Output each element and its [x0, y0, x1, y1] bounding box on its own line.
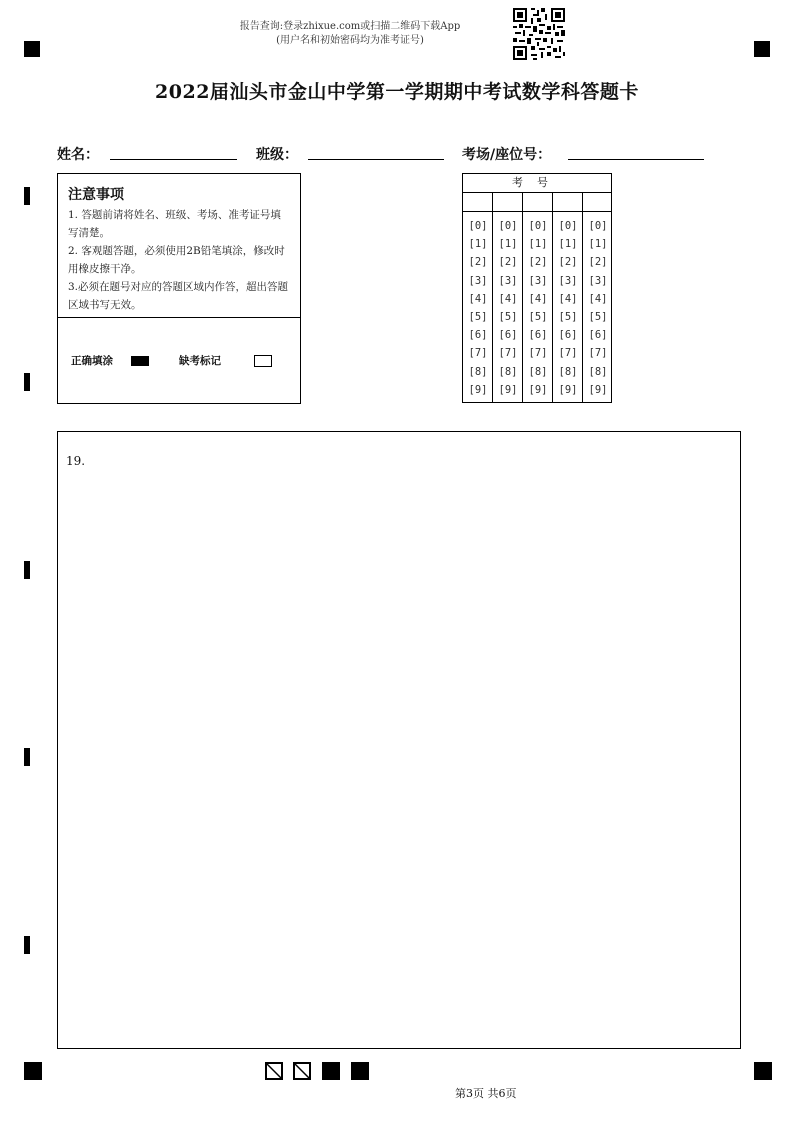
qr-code-icon: [513, 8, 565, 60]
exam-digit-bubble[interactable]: [1]: [528, 238, 548, 251]
exam-digit-bubble[interactable]: [2]: [588, 256, 608, 269]
question-number: 19.: [66, 454, 86, 468]
exam-digit-bubble[interactable]: [8]: [528, 365, 548, 378]
exam-digit-bubble[interactable]: [1]: [558, 238, 578, 251]
exam-digit-bubble[interactable]: [9]: [558, 383, 578, 396]
notes-divider: [58, 317, 300, 318]
exam-digit-bubble[interactable]: [9]: [528, 383, 548, 396]
notes-item: 2. 客观题答题，必须使用2B铅笔填涂，修改时用橡皮擦干净。: [68, 245, 285, 275]
exam-digit-bubble[interactable]: [3]: [588, 274, 608, 287]
report-notice-line2: (用户名和初始密码均为准考证号): [276, 35, 424, 46]
exam-digit-bubble[interactable]: [0]: [588, 220, 608, 232]
exam-digit-bubble[interactable]: [2]: [498, 256, 518, 269]
corner-mark-bottom-right: [754, 1062, 772, 1080]
exam-digit-bubble[interactable]: [0]: [468, 220, 488, 232]
exam-digit-bubble[interactable]: [6]: [558, 329, 578, 342]
corner-mark-top-right: [754, 41, 770, 57]
exam-digit-bubble[interactable]: [3]: [528, 274, 548, 287]
exam-digit-bubble[interactable]: [9]: [588, 383, 608, 396]
absent-mark-label: 缺考标记: [179, 355, 221, 367]
class-field[interactable]: [308, 159, 444, 160]
page-number: 第3页 共6页: [455, 1087, 517, 1100]
exam-number-header: 考号: [463, 174, 611, 193]
exam-digit-bubble[interactable]: [5]: [498, 311, 518, 323]
exam-digit-bubble[interactable]: [7]: [528, 347, 548, 360]
exam-digit-bubble[interactable]: [3]: [558, 274, 578, 287]
slashed-box-icon: [265, 1062, 283, 1080]
notes-title: 注意事项: [68, 187, 124, 203]
exam-digit-bubble[interactable]: [7]: [498, 347, 518, 360]
correct-fill-sample: [131, 356, 149, 366]
exam-digit-bubble[interactable]: [6]: [588, 329, 608, 342]
filled-box-icon: [322, 1062, 340, 1080]
exam-digit-bubble[interactable]: [4]: [498, 292, 518, 305]
exam-digit-bubble[interactable]: [2]: [528, 256, 548, 269]
exam-digit-bubble[interactable]: [5]: [528, 311, 548, 323]
timing-mark: [24, 936, 30, 954]
notes-item: 3.必须在题号对应的答题区域内作答，超出答题区域书写无效。: [68, 281, 289, 311]
exam-digit-bubble[interactable]: [4]: [528, 292, 548, 305]
exam-digit-bubble[interactable]: [7]: [588, 347, 608, 360]
exam-digit-bubble[interactable]: [9]: [498, 383, 518, 396]
exam-digit-bubble[interactable]: [4]: [588, 292, 608, 305]
exam-digit-bubble[interactable]: [5]: [588, 311, 608, 323]
filled-box-icon: [351, 1062, 369, 1080]
absent-mark-box[interactable]: [254, 355, 272, 367]
exam-digit-bubble[interactable]: [5]: [468, 311, 488, 323]
exam-digit-bubble[interactable]: [8]: [558, 365, 578, 378]
exam-digit-bubble[interactable]: [1]: [588, 238, 608, 251]
name-label: 姓名：: [57, 147, 99, 163]
exam-digit-bubble[interactable]: [6]: [528, 329, 548, 342]
exam-digit-bubble[interactable]: [7]: [558, 347, 578, 360]
correct-fill-label: 正确填涂: [71, 355, 113, 367]
timing-mark: [24, 373, 30, 391]
exam-digit-bubble[interactable]: [0]: [558, 220, 578, 232]
exam-digit-bubble[interactable]: [8]: [588, 365, 608, 378]
notes-item: 1. 答题前请将姓名、班级、考场、准考证号填写清楚。: [68, 209, 281, 239]
report-notice-line1: 报告查询:登录zhixue.com或扫描二维码下载App: [239, 21, 461, 32]
exam-digit-bubble[interactable]: [3]: [468, 274, 488, 287]
notes-list: [68, 206, 290, 314]
exam-digit-bubble[interactable]: [9]: [468, 383, 488, 396]
timing-mark: [24, 561, 30, 579]
answer-area[interactable]: [57, 431, 741, 1049]
page-title: 2022届汕头市金山中学第一学期期中考试数学科答题卡: [155, 81, 639, 103]
exam-digit-bubble[interactable]: [0]: [498, 220, 518, 232]
timing-mark: [24, 187, 30, 205]
exam-digit-bubble[interactable]: [4]: [468, 292, 488, 305]
exam-digit-bubble[interactable]: [3]: [498, 274, 518, 287]
exam-number-entry-row[interactable]: [463, 193, 611, 212]
exam-digit-bubble[interactable]: [7]: [468, 347, 488, 360]
timing-mark: [24, 748, 30, 766]
class-label: 班级：: [256, 147, 298, 163]
report-notice: [0, 20, 700, 48]
exam-digit-bubble[interactable]: [2]: [468, 256, 488, 269]
seat-field[interactable]: [568, 159, 704, 160]
corner-mark-bottom-left: [24, 1062, 42, 1080]
exam-digit-bubble[interactable]: [0]: [528, 220, 548, 232]
exam-digit-bubble[interactable]: [6]: [468, 329, 488, 342]
exam-digit-bubble[interactable]: [1]: [468, 238, 488, 251]
slashed-box-icon: [293, 1062, 311, 1080]
exam-digit-bubble[interactable]: [1]: [498, 238, 518, 251]
notes-box: [57, 173, 301, 404]
exam-digit-bubble[interactable]: [8]: [468, 365, 488, 378]
name-field[interactable]: [110, 159, 237, 160]
seat-label: 考场/座位号：: [462, 147, 552, 163]
exam-digit-bubble[interactable]: [4]: [558, 292, 578, 305]
exam-digit-bubble[interactable]: [6]: [498, 329, 518, 342]
exam-number-grid: [462, 173, 612, 403]
exam-digit-bubble[interactable]: [5]: [558, 311, 578, 323]
exam-digit-bubble[interactable]: [8]: [498, 365, 518, 378]
exam-digit-bubble[interactable]: [2]: [558, 256, 578, 269]
